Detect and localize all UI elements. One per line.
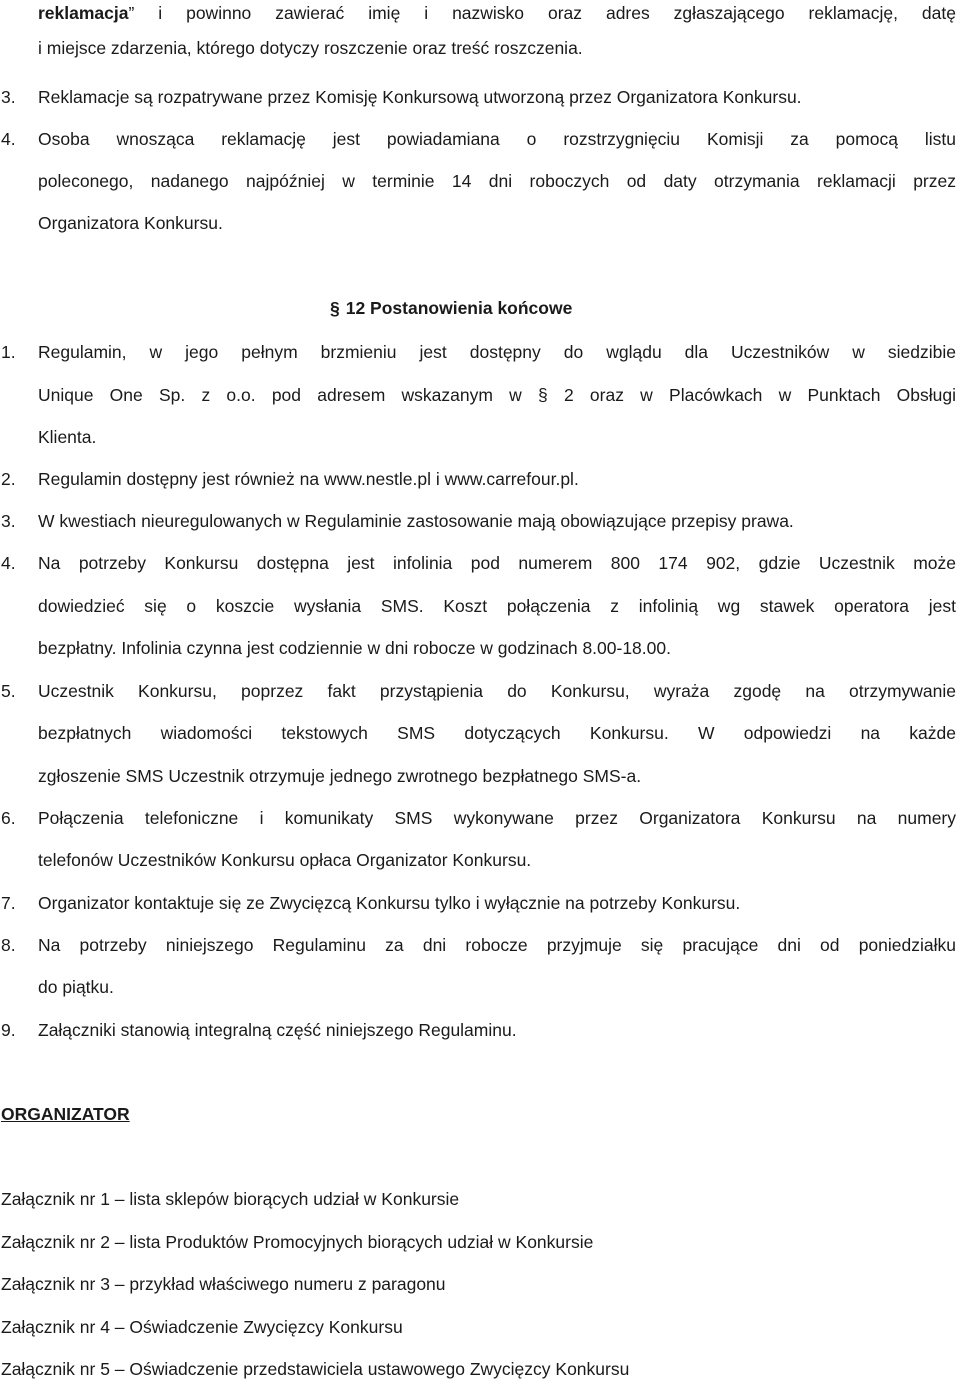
item-line: Regulamin dostępny jest również na www.nestle.pl i www.carrefour.pl. [38,469,579,489]
section-sign: § [330,298,340,318]
organizer-heading: ORGANIZATOR [1,1104,130,1124]
attachment-item: Załącznik nr 4 – Oświadczenie Zwycięzcy Konkursu [1,1317,403,1337]
item-number: 7. [1,893,16,913]
item-number: 3. [1,87,16,107]
item-number: 4. [1,553,16,573]
item-number: 6. [1,808,16,828]
item-line: dowiedzieć się o koszcie wysłania SMS. Koszt połączenia z infolinią wg stawek operatora jest [38,596,956,616]
item-number: 4. [1,129,16,149]
item-line: telefonów Uczestników Konkursu opłaca Organizator Konkursu. [38,850,532,870]
section-title: 12 Postanowienia końcowe [345,298,573,318]
bold-term: reklamacja [38,3,129,23]
item-line: bezpłatnych wiadomości tekstowych SMS dotyczących Konkursu. W odpowiedzi na każde [38,723,956,743]
item-line: zgłoszenie SMS Uczestnik otrzymuje jednego zwrotnego bezpłatnego SMS-a. [38,766,642,786]
attachment-item: Załącznik nr 2 – lista Produktów Promocyjnych biorących udział w Konkursie [1,1232,594,1252]
paragraph-line: reklamacja” i powinno zawierać imię i nazwisko oraz adres zgłaszającego reklamację, datę [38,3,956,23]
item-line: Uczestnik Konkursu, poprzez fakt przystąpienia do Konkursu, wyraża zgodę na otrzymywanie [38,681,956,701]
item-line: bezpłatny. Infolinia czynna jest codziennie w dni robocze w godzinach 8.00-18.00. [38,638,671,658]
section-heading [330,297,572,319]
item-line: poleconego, nadanego najpóźniej w terminie 14 dni roboczych od daty otrzymania reklamacji przez [38,171,956,191]
item-line: Osoba wnosząca reklamację jest powiadamiana o rozstrzygnięciu Komisji za pomocą listu [38,129,956,149]
attachment-item: Załącznik nr 5 – Oświadczenie przedstawiciela ustawowego Zwycięzcy Konkursu [1,1359,630,1379]
item-line: do piątku. [38,977,114,997]
item-line: Na potrzeby niniejszego Regulaminu za dni robocze przyjmuje się pracujące dni od poniedziałku [38,935,956,955]
item-number: 3. [1,511,16,531]
item-number: 2. [1,469,16,489]
item-line: Organizator kontaktuje się ze Zwycięzcą Konkursu tylko i wyłącznie na potrzeby Konkursu. [38,893,741,913]
attachment-item: Załącznik nr 1 – lista sklepów biorących udział w Konkursie [1,1189,460,1209]
item-line: Załączniki stanowią integralną część niniejszego Regulaminu. [38,1020,517,1040]
item-line: Klienta. [38,427,97,447]
item-line: W kwestiach nieuregulowanych w Regulaminie zastosowanie mają obowiązujące przepisy prawa. [38,511,794,531]
item-line: Na potrzeby Konkursu dostępna jest infolinia pod numerem 800 174 902, gdzie Uczestnik może [38,553,956,573]
item-line: Połączenia telefoniczne i komunikaty SMS wykonywane przez Organizatora Konkursu na numery [38,808,956,828]
paragraph-line: i miejsce zdarzenia, którego dotyczy roszczenie oraz treść roszczenia. [38,38,583,58]
item-line: Reklamacje są rozpatrywane przez Komisję Konkursową utworzoną przez Organizatora Konkursu. [38,87,802,107]
item-number: 1. [1,342,16,362]
item-number: 8. [1,935,16,955]
item-number: 9. [1,1020,16,1040]
item-line: Unique One Sp. z o.o. pod adresem wskazanym w § 2 oraz w Placówkach w Punktach Obsługi [38,385,956,405]
item-line: Regulamin, w jego pełnym brzmieniu jest dostępny do wglądu dla Uczestników w siedzibie [38,342,956,362]
item-number: 5. [1,681,16,701]
attachment-item: Załącznik nr 3 – przykład właściwego numeru z paragonu [1,1274,446,1294]
item-line: Organizatora Konkursu. [38,213,223,233]
